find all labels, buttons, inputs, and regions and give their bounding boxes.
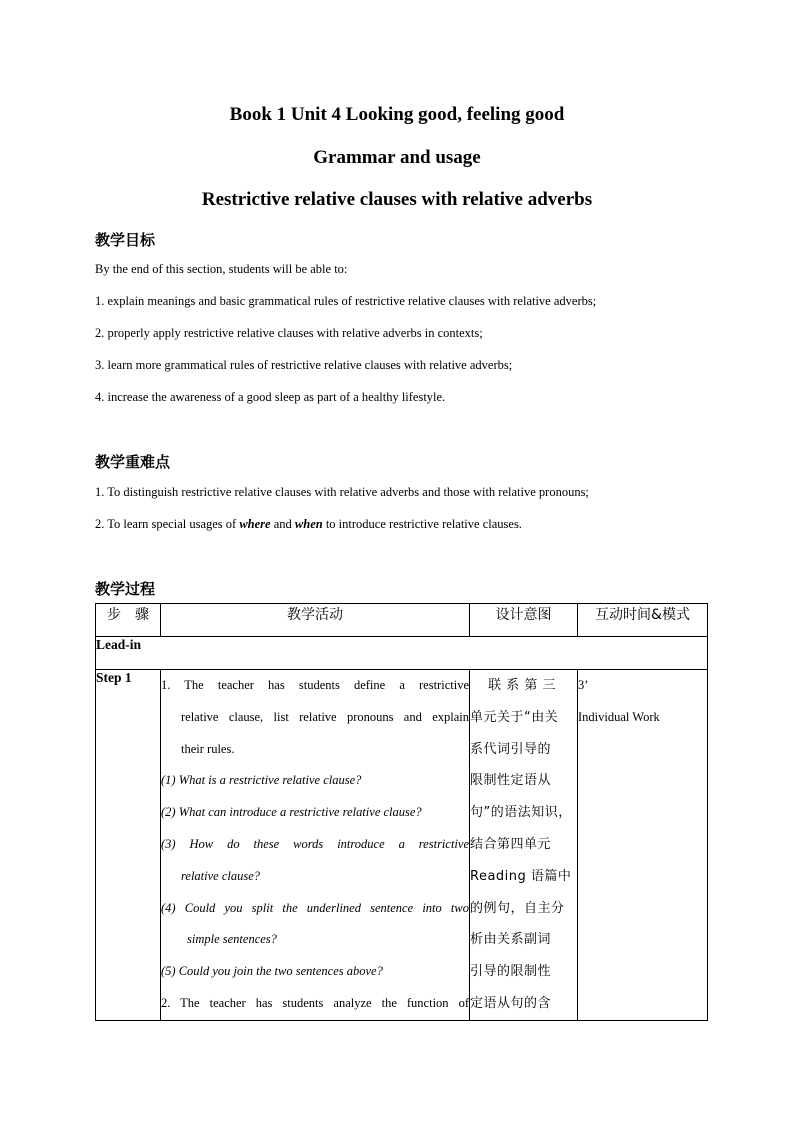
intent-line: 析由关系副词 <box>470 932 552 948</box>
leadin-row <box>96 637 708 670</box>
key-point-item: 1. To distinguish restrictive relative clauses with relative adverbs and those with relative pronouns; <box>95 485 589 499</box>
process-heading: 教学过程 <box>95 580 156 598</box>
header-time-mode: 互动时间&模式 <box>578 604 708 637</box>
activity-question: (1) What is a restrictive relative clause? <box>161 773 362 788</box>
activity-line: relative clause, list relative pronouns and explain <box>181 709 469 724</box>
objectives-heading: 教学目标 <box>95 231 156 249</box>
header-step: 步 骤 <box>96 604 161 637</box>
key-points-heading: 教学重难点 <box>95 453 171 471</box>
intent-line: Reading 语篇中 <box>470 868 572 884</box>
teaching-process-table <box>95 603 708 1021</box>
objectives-intro: By the end of this section, students will be able to: <box>95 262 348 276</box>
activity-question: relative clause? <box>181 868 261 883</box>
intent-line: 句”的语法知识， <box>470 805 572 821</box>
keyword-when: when <box>294 517 323 531</box>
intent-line: 引导的限制性 <box>470 964 552 980</box>
activity-line: 1. The teacher has students define a restrictive <box>161 678 469 692</box>
activity-question: (3) How do these words introduce a restrictive <box>161 836 469 851</box>
step1-time: 3’ <box>578 678 589 692</box>
keyword-where: where <box>239 517 271 531</box>
key-point-text: to introduce restrictive relative clauses. <box>322 517 522 531</box>
activity-question: (4) Could you split the underlined sentence into two <box>161 900 469 915</box>
activity-question: (2) What can introduce a restrictive relative clause? <box>161 805 422 820</box>
intent-line: 的例句，自主分 <box>470 900 565 916</box>
activity-question: simple sentences? <box>187 932 277 947</box>
leadin-label: Lead-in <box>96 637 708 670</box>
intent-line: 单元关于“由关 <box>470 709 559 725</box>
step1-mode: Individual Work <box>578 709 660 724</box>
step1-label: Step 1 <box>96 670 161 1021</box>
activity-line: 2. The teacher has students analyze the function of <box>161 995 469 1010</box>
doc-topic: Restrictive relative clauses with relative adverbs <box>201 189 593 210</box>
key-point-item <box>95 517 522 532</box>
header-intent: 设计意图 <box>470 604 578 637</box>
doc-title: Book 1 Unit 4 Looking good, feeling good <box>229 104 565 125</box>
header-activity: 教学活动 <box>161 604 470 637</box>
key-point-text: and <box>270 517 295 531</box>
doc-subtitle: Grammar and usage <box>313 147 481 168</box>
intent-line: 定语从句的含 <box>470 995 552 1011</box>
key-point-text: 2. To learn special usages of <box>95 517 240 531</box>
step1-design-intent <box>470 670 578 1021</box>
objective-item: 1. explain meanings and basic grammatical rules of restrictive relative clauses with relative adverbs; <box>95 294 597 308</box>
step1-row <box>96 670 708 1021</box>
table-header-row <box>96 604 708 637</box>
objective-item: 2. properly apply restrictive relative clauses with relative adverbs in contexts; <box>95 326 483 340</box>
objective-item: 3. learn more grammatical rules of restrictive relative clauses with relative adverbs; <box>95 358 513 372</box>
intent-line: 结合第四单元 <box>470 836 552 852</box>
objective-item: 4. increase the awareness of a good sleep as part of a healthy lifestyle. <box>95 390 446 404</box>
activity-question: (5) Could you join the two sentences above? <box>161 964 383 979</box>
step1-time-mode <box>578 670 708 1021</box>
activity-line: their rules. <box>181 741 235 756</box>
intent-line: 限制性定语从 <box>470 773 552 789</box>
step1-activity <box>161 670 470 1021</box>
intent-line: 联 系 第 三 <box>470 678 557 693</box>
intent-line: 系代词引导的 <box>470 741 552 757</box>
